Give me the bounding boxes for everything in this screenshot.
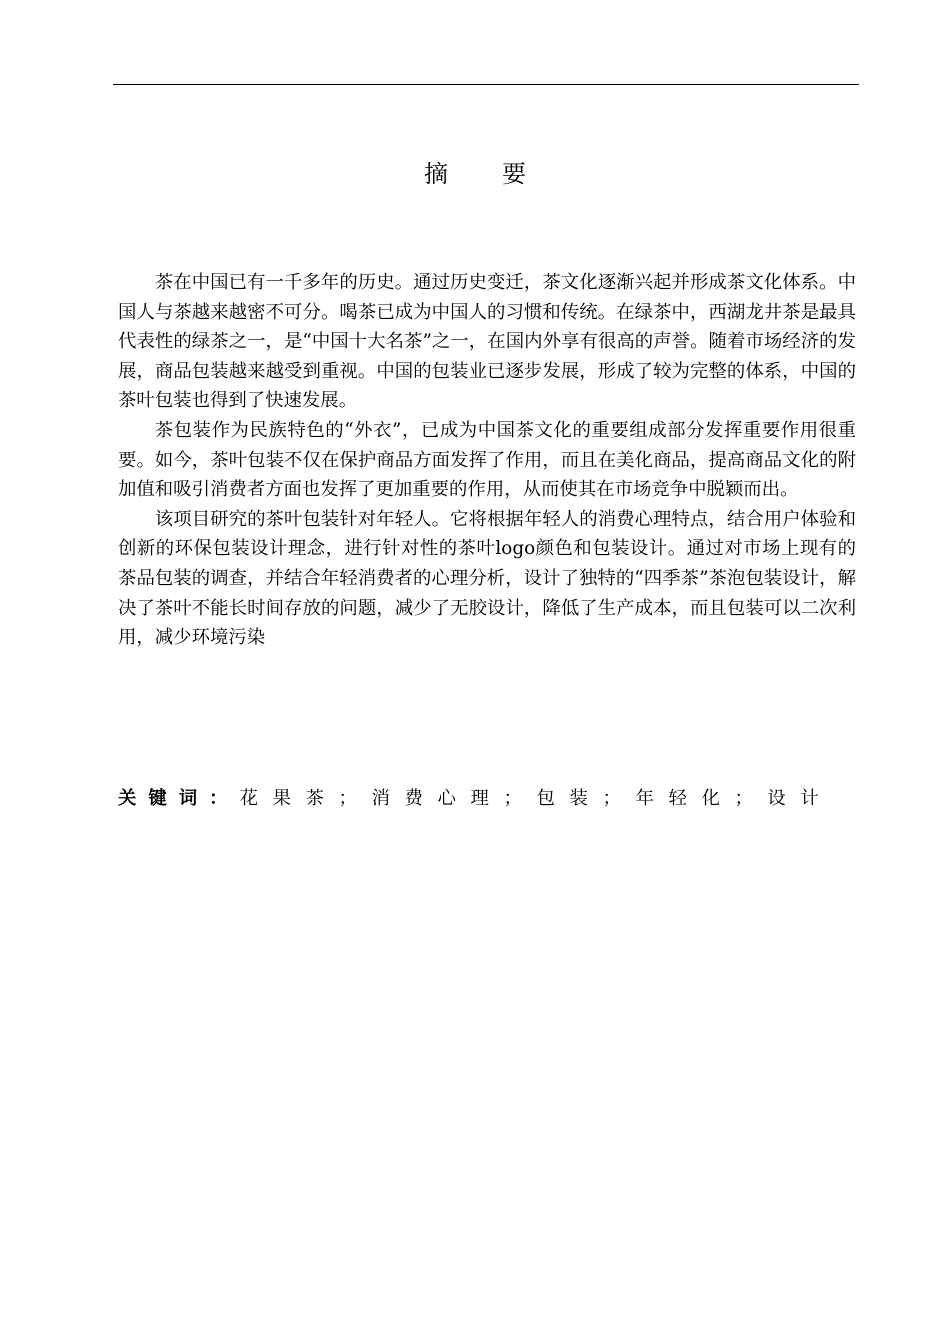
abstract-title-char-2: 要: [502, 160, 526, 188]
header-rule: [113, 84, 859, 85]
abstract-title-char-1: 摘: [424, 160, 448, 188]
keywords-line: [118, 784, 858, 814]
keywords-values: 花果茶；消费心理；包装；年轻化；设计: [239, 788, 834, 809]
abstract-paragraph-2: 茶包装作为民族特色的“外衣”，已成为中国茶文化的重要组成部分发挥重要作用很重要。如今，茶叶包装不仅在保护商品方面发挥了作用，而且在美化商品，提高商品文化的附加值和吸引消费者方面也发挥了更加重要的作用，从而使其在市场竞争中脱颖而出。: [118, 419, 856, 501]
keywords-label: 关键词：: [118, 788, 240, 809]
abstract-body: [118, 268, 856, 653]
abstract-paragraph-3: 该项目研究的茶叶包装针对年轻人。它将根据年轻人的消费心理特点，结合用户体验和创新的环保包装设计理念，进行针对性的茶叶logo颜色和包装设计。通过对市场上现有的茶品包装的调查，并结合年轻消费者的心理分析，设计了独特的“四季茶”茶泡包装设计，解决了茶叶不能长时间存放的问题，减少了无胶设计，降低了生产成本，而且包装可以二次利用，减少环境污染: [118, 508, 856, 649]
abstract-title: [0, 156, 950, 192]
abstract-paragraph-1: 茶在中国已有一千多年的历史。通过历史变迁，茶文化逐渐兴起并形成茶文化体系。中国人与茶越来越密不可分。喝茶已成为中国人的习惯和传统。在绿茶中，西湖龙井茶是最具代表性的绿茶之一，是“中国十大名茶”之一，在国内外享有很高的声誉。随着市场经济的发展，商品包装越来越受到重视。中国的包装业已逐步发展，形成了较为完整的体系，中国的茶叶包装也得到了快速发展。: [118, 272, 856, 412]
